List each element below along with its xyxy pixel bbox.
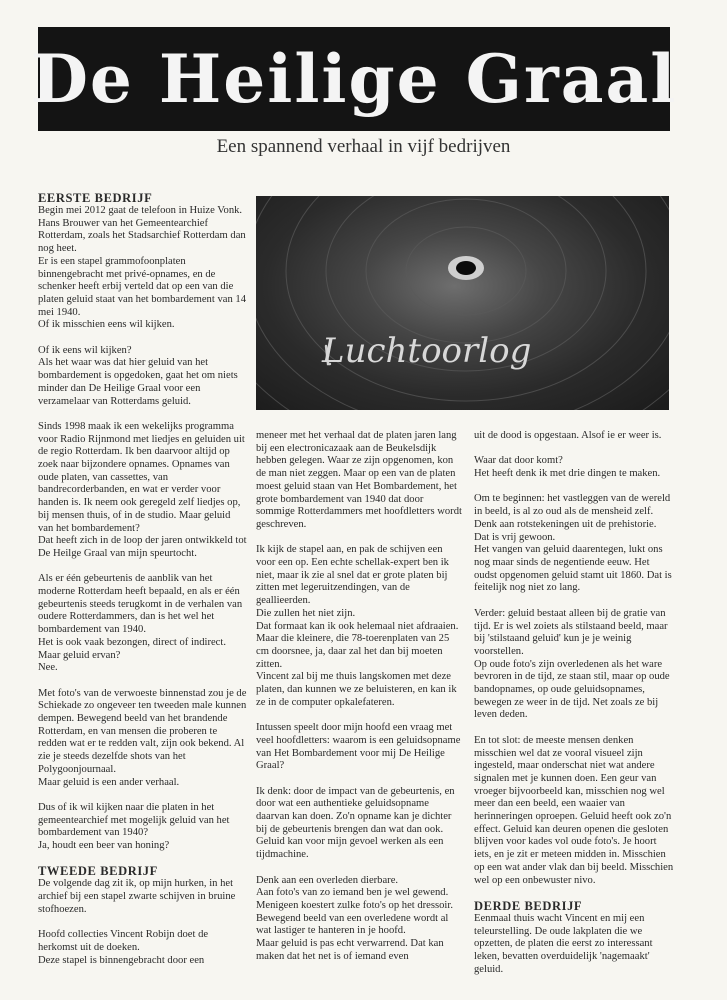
paragraph: Of ik misschien eens wil kijken. [38,319,175,331]
paragraph: Waar dat door komt? [474,455,563,467]
paragraph: Nee. [38,662,58,674]
paragraph: Ik kijk de stapel aan, en pak de schijven een voor een op. Een echte schellak-expert ben ik niet, maar ik zie al snel dat er grote platen bij zitten met legeruitzendingen, van de geallieerden. [256,544,449,607]
paragraph: Ik denk: door de impact van de gebeurtenis, en door wat een authentieke geluidsopname daarvan kan doen. Zo'n opname kan je dichter bij de gebeurtenis brengen dan wat dan ook. [256,785,455,835]
paragraph: Er is een stapel grammofoonplaten binnengebracht met privé-opnames, en de schenker heeft erbij verteld dat op een van die platen geluid staat van het bombardement van 14 mei 1940. [38,255,246,318]
paragraph: Deze stapel is binnengebracht door een [38,954,205,966]
paragraph: Het is ook vaak bezongen, direct of indirect. [38,636,226,648]
paragraph: Maar geluid ervan? [38,649,121,661]
paragraph: Het heeft denk ik met drie dingen te maken. [474,468,661,480]
paragraph: Als er één gebeurtenis de aanblik van het moderne Rotterdam heeft bepaald, en als er één gebeurtenis steeds terugkomt in de verhalen van oudere Rotterdammers, dan is het wel het bombardement van 1940. [38,573,243,636]
paragraph: uit de dood is opgestaan. Alsof ie er weer is. [474,430,662,441]
paragraph: Denk aan een overleden dierbare. [256,874,399,886]
paragraph: Hoofd collecties Vincent Robijn doet de herkomst uit de doeken. [38,929,209,953]
column-3 [474,430,674,976]
paragraph: Maar geluid is een ander verhaal. [38,776,180,788]
paragraph: Begin mei 2012 gaat de telefoon in Huize Vonk. [38,205,243,216]
paragraph: Die zullen het niet zijn. [256,607,356,619]
paragraph: Dat heeft zich in de loop der jaren ontwikkeld tot De Heilge Graal van mijn speurtocht. [38,535,247,559]
paragraph: Op oude foto's zijn overledenen als het ware bevroren in de tijd, ze staan stil, maar op oude bandopnames, op oude geluidsopnames, bewegen ze weer in de tijd. Net zoals ze bij leven deden. [474,658,670,721]
paragraph: Hans Brouwer van het Gemeentearchief Rotterdam, zoals het Stadsarchief Rotterdam dan nog heet. [38,217,246,255]
heading-tweede-bedrijf: TWEEDE BEDRIJF [38,864,158,879]
paragraph: Sinds 1998 maak ik een wekelijks programma voor Radio Rijnmond met liedjes en geluiden uit de regio Rotterdam. Ik ben daarvoor altijd op zoek naar bijzondere opnames. Opnames van oude platen, van cassettes, van bandrecorderbanden, en wat er verder voor handen is. Ik neem ook geregeld zelf liedjes op, bij mensen thuis, of in de studio. Maar geluid van het bombardement? [38,420,245,534]
paragraph: Eenmaal thuis wacht Vincent en mij een teleurstelling. De oude lakplaten die we opzetten, de platen die eerst zo interessant leken, bevatten overduidelijk 'nagemaakt' geluid. [474,912,653,975]
record-spindle-hole [456,261,476,275]
paragraph: Geluid kan voor mijn gevoel werken als een tijdmachine. [256,836,444,861]
paragraph: meneer met het verhaal dat de platen jaren lang bij een electronicazaak aan de Beukelsdijk hebben gelegen. Waar ze zijn opgenomen, kon de man niet zeggen. Maar op een van de platen moest geluid staan van Het Bombardement, het grote bombardement van 1940 dat door sommige Rotterdammers met hoofdletters wordt geschreven. [256,430,462,530]
paragraph: Maar geluid is pas echt verwarrend. Dat kan maken dat het net is of iemand even [256,938,444,962]
paragraph: Intussen speelt door mijn hoofd een vraag met veel hoofdletters: waarom is een geluidsopname van Het Bombardement voor mij De Heilige Graal? [256,722,461,772]
paragraph: Dus of ik wil kijken naar die platen in het gemeentearchief met mogelijk geluid van het bombardement van 1940? [38,801,230,839]
paragraph: Bewegend beeld van een overledene wordt al wat lastiger te hanteren in je hoofd. [256,912,449,937]
paragraph: Het vangen van geluid daarentegen, lukt ons nog maar sinds de negentiende eeuw. Het oudst opgenomen geluid stamt uit 1860. Dat is feitelijk nog niet zo lang. [474,544,672,594]
paragraph: Vincent zal bij me thuis langskomen met deze platen, dan kunnen we ze beluisteren, en kan ik ze in de computer opkalefateren. [256,671,457,708]
paragraph: Of ik eens wil kijken? [38,344,132,356]
masthead-banner [30,27,678,131]
heading-derde-bedrijf: DERDE BEDRIJF [474,898,583,913]
heading-eerste-bedrijf: EERSTE BEDRIJF [38,191,153,205]
paragraph: En tot slot: de meeste mensen denken misschien wel dat ze vooral visueel zijn ingesteld, maar onderschat niet wat andere signalen met je kunnen doen. Een geur van vroeger bijvoorbeeld kan, misschien nog wel meer dan een beeld, een waaier van herinneringen oproepen. Geluid heeft ook zo'n effect. Geluid kan deuren openen die gesloten blijven voor kades vol oude foto's. Je hoort iets, en je zit er meteen midden in. Misschien op een wat ander vlak dan bij beeld. Misschien wel op een onbewuster nivo. [474,734,674,886]
masthead-title: De Heilige Graal [30,40,678,118]
paragraph: Dat formaat kan ik ook helemaal niet afdraaien. [256,620,459,632]
paragraph: Om te beginnen: het vastleggen van de wereld in beeld, is al zo oud als de mensheid zelf. Denk aan rotstekeningen uit de prehistorie. Dat is vrij gewoon. [474,493,671,543]
record-illustration [256,196,669,410]
paragraph: Aan foto's van zo iemand ben je wel gewend. Menigeen koestert zulke foto's op het dressoir. [256,887,453,911]
record-handwriting: Luchtoorlog [322,331,532,371]
paragraph: Als het waar was dat hier geluid van het bombardement is opgedoken, gaat het om niets minder dan De Heilige Graal voor een verzamelaar van Rotterdams geluid. [38,357,238,407]
column-1 [38,192,248,967]
subtitle: Een spannend verhaal in vijf bedrijven [216,136,511,157]
paragraph: De volgende dag zit ik, op mijn hurken, in het archief bij een stapel zwarte schijven in bruine stofhoezen. [38,878,236,915]
column-2 [256,430,462,963]
record-photo [256,196,669,410]
paragraph: Maar die kleinere, die 78-toerenplaten van 25 cm doorsnee, ja, daar zal het dan bij moeten zitten. [256,633,450,670]
paragraph: Met foto's van de verwoeste binnenstad zou je de Schiekade zo ongeveer ten tweeden male kunnen dempen. Bewegend beeld van het brandende Rotterdam, en van mensen die proberen te redden wat er te redden valt, zijn ook bekend. Al zie je steeds dezelfde shots van het Polygoonjournaal. [38,687,247,775]
paragraph: Verder: geluid bestaat alleen bij de gratie van tijd. Er is wel zoiets als stilstaand beeld, maar bij 'stilstaand geluid' kun je je weinig voorstellen. [474,607,668,657]
paragraph: Ja, houdt een beer van honing? [38,840,170,852]
